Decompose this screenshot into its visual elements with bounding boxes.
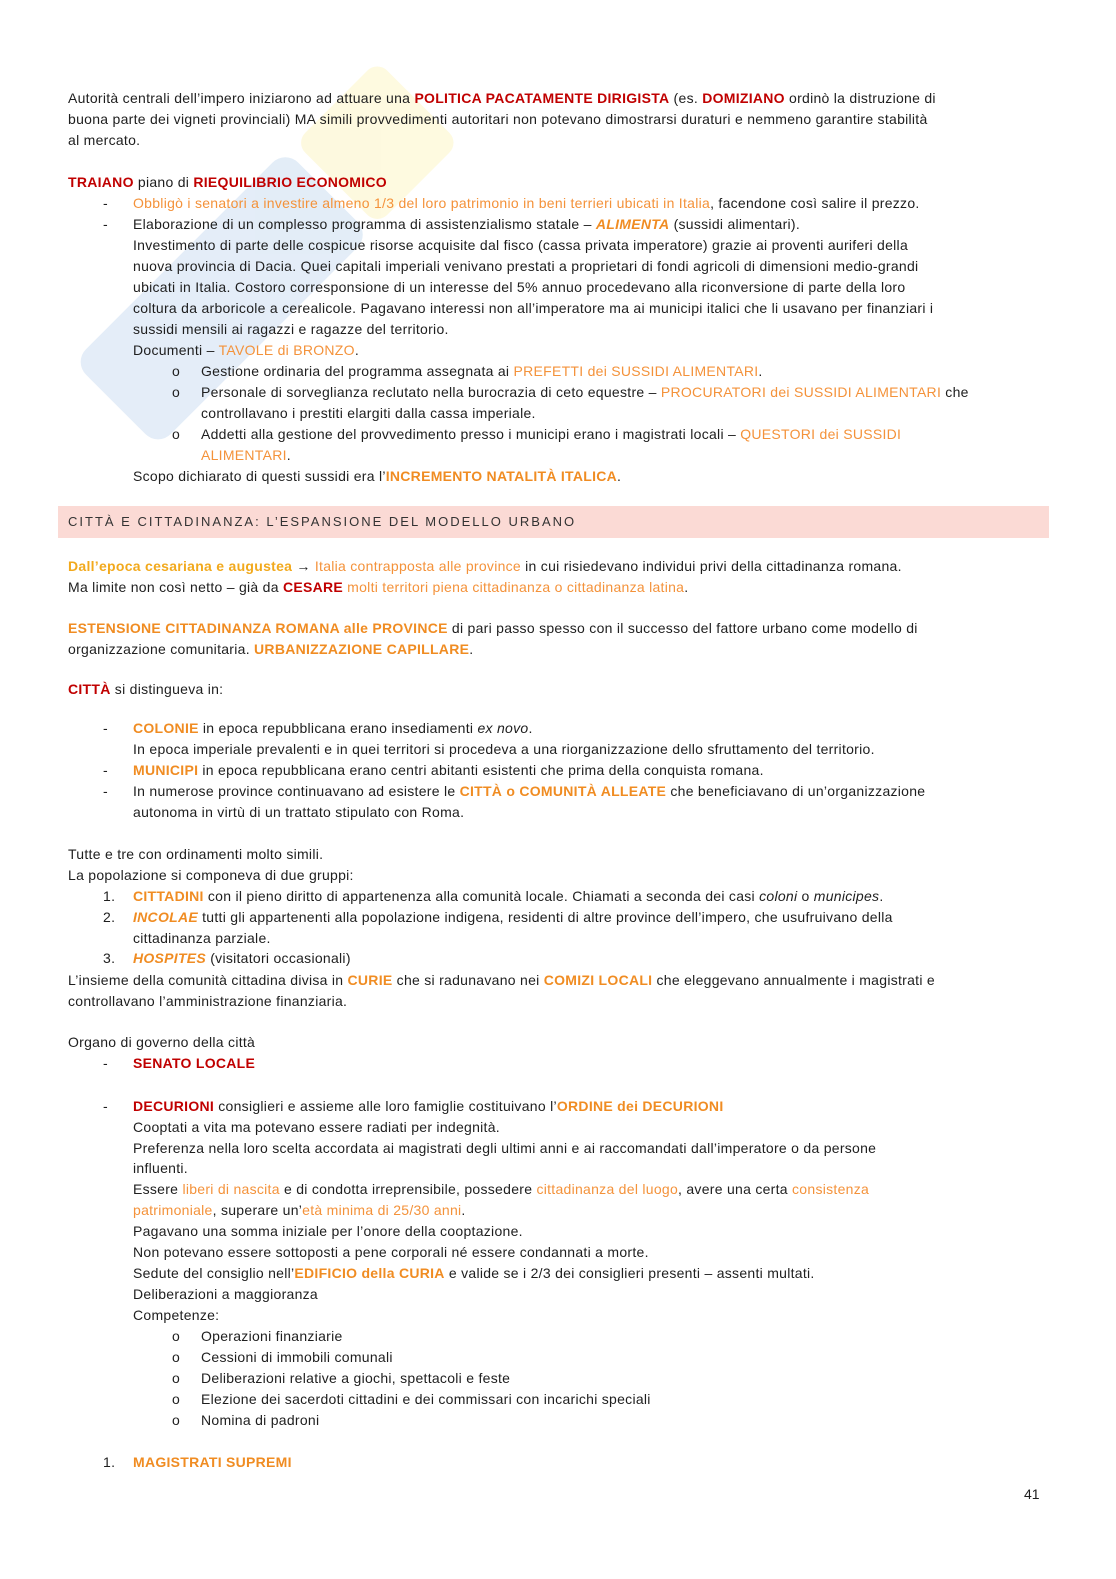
key-term: ESTENSIONE CITTADINANZA ROMANA alle PROVINCE: [68, 620, 448, 636]
key-term: RIEQUILIBRIO ECONOMICO: [193, 174, 387, 190]
numbered-item-magistrati: [103, 1452, 292, 1472]
text-run: piano di: [133, 174, 194, 190]
list-item-line: [133, 1200, 466, 1220]
text-run: sussidi mensili ai ragazzi e ragazze del territorio.: [133, 321, 449, 337]
list-marker: -: [103, 216, 108, 232]
list-item-line: [133, 1242, 649, 1262]
emphasis: ex novo: [477, 720, 529, 736]
text-run: (visitatori occasionali): [206, 950, 351, 966]
highlight: cittadinanza del luogo: [536, 1181, 679, 1197]
assembly-line: [68, 991, 347, 1011]
list-item-line: [133, 1221, 523, 1241]
text-run: Sedute del consiglio nell’: [133, 1265, 295, 1281]
extension-line: [68, 618, 918, 638]
key-term: CITTÀ: [68, 681, 111, 697]
emphasis: coloni: [759, 888, 798, 904]
text-run: .: [354, 342, 359, 358]
key-term: DECURIONI: [133, 1098, 215, 1114]
key-term: INCREMENTO NATALITÀ ITALICA: [385, 468, 618, 484]
highlight: molti territori piena cittadinanza o cittadinanza latina: [343, 579, 685, 595]
text-run: .: [286, 447, 291, 463]
intro-line: [68, 130, 140, 150]
highlight: Italia contrapposta alle province: [314, 558, 521, 574]
highlight: consistenza: [792, 1181, 870, 1197]
text-run: Pagavano una somma iniziale per l’onore della cooptazione.: [133, 1223, 523, 1239]
key-term: CURIE: [347, 972, 393, 988]
extension-line: [68, 639, 473, 659]
list-item: [103, 760, 764, 780]
list-marker: 1.: [103, 888, 116, 904]
text-run: e valide se i 2/3 dei consiglieri presenti – assenti multati.: [444, 1265, 815, 1281]
key-term: DOMIZIANO: [702, 90, 785, 106]
key-term: COLONIE: [133, 720, 199, 736]
key-term: INCOLAE: [133, 909, 198, 925]
text-run: Autorità centrali dell’impero iniziarono ad attuare una: [68, 90, 415, 106]
text-run: nuova provincia di Dacia. Quei capitali imperiali venivano prestati a proprietari di fondi agricoli di dimensioni medio-grandi: [133, 258, 919, 274]
list-item: [103, 718, 533, 738]
highlight: liberi di nascita: [182, 1181, 280, 1197]
text-run: .: [879, 888, 884, 904]
list-item-line: [133, 1138, 876, 1158]
text-run: Tutte e tre con ordinamenti molto simili.: [68, 846, 324, 862]
key-term: CESARE: [282, 579, 343, 595]
text-run: , superare un’: [212, 1202, 303, 1218]
text-run: Non potevano essere sottoposti a pene corporali né essere condannati a morte.: [133, 1244, 649, 1260]
sub-list-item-line: [201, 445, 291, 465]
text-run: Deliberazioni relative a giochi, spettacoli e feste: [201, 1370, 511, 1386]
list-marker: -: [103, 783, 108, 799]
list-marker: -: [103, 1055, 108, 1071]
key-term: POLITICA PACATAMENTE DIRIGISTA: [414, 90, 670, 106]
text-run: Ma limite non così netto – già da: [68, 579, 283, 595]
list-marker: o: [172, 1328, 181, 1344]
highlight: PROCURATORI dei SUSSIDI ALIMENTARI: [660, 384, 942, 400]
highlight: Obbligò i senatori a investire almeno 1/3 del loro patrimonio in beni terrieri ubicati in Italia: [133, 195, 711, 211]
sub-list-item: [172, 361, 763, 381]
sub-list-item: [172, 1410, 319, 1430]
key-term: ORDINE dei DECURIONI: [556, 1098, 724, 1114]
sub-list-item: [172, 1326, 343, 1346]
sub-list-item: [172, 1368, 510, 1388]
highlight: QUESTORI dei SUSSIDI: [740, 426, 902, 442]
text-run: controllavano l’amministrazione finanziaria.: [68, 993, 348, 1009]
key-term: Dall’epoca cesariana e augustea: [68, 558, 293, 574]
key-term: COMIZI LOCALI: [543, 972, 653, 988]
text-run: organizzazione comunitaria.: [68, 641, 255, 657]
text-run: al mercato.: [68, 132, 141, 148]
list-item-line: [133, 1179, 869, 1199]
text-run: .: [461, 1202, 466, 1218]
intro-line: [68, 88, 936, 108]
list-item: [103, 781, 925, 801]
text-run: Preferenza nella loro scelta accordata ai magistrati degli ultimi anni e ai raccomandati dall’imperatore o da persone: [133, 1140, 877, 1156]
highlight: patrimoniale: [133, 1202, 213, 1218]
sub-list-item-line: [201, 403, 536, 423]
text-run: ubicati in Italia. Costoro corresponsione di un interesse del 5% annuo procedevano alla riconversione di parte della loro: [133, 279, 906, 295]
list-item-line: [133, 739, 875, 759]
population-intro: [68, 865, 354, 885]
list-item-line: [133, 1117, 500, 1137]
list-marker: o: [172, 1370, 181, 1386]
text-run: di pari passo spesso con il successo del fattore urbano come modello di: [447, 620, 918, 636]
key-term: HOSPITES: [133, 950, 207, 966]
origin-line: [68, 556, 902, 576]
text-run: Elezione dei sacerdoti cittadini e dei commissari con incarichi speciali: [201, 1391, 651, 1407]
highlight: PREFETTI dei SUSSIDI ALIMENTARI: [513, 363, 759, 379]
text-run: cittadinanza parziale.: [133, 930, 271, 946]
text-run: In numerose province continuavano ad esistere le: [133, 783, 460, 799]
list-item-decurioni: [103, 1096, 724, 1116]
text-run: Essere: [133, 1181, 183, 1197]
text-run: Cessioni di immobili comunali: [201, 1349, 393, 1365]
key-term: EDIFICIO della CURIA: [294, 1265, 445, 1281]
text-run: consiglieri e assieme alle loro famiglie costituivano l’: [214, 1098, 557, 1114]
list-item-line: [133, 802, 464, 822]
arrow-icon: →: [292, 558, 315, 574]
list-item-line: [133, 1158, 188, 1178]
list-item: [103, 214, 800, 234]
text-run: Deliberazioni a maggioranza: [133, 1286, 318, 1302]
text-run: .: [684, 579, 689, 595]
types-intro: [68, 679, 223, 699]
text-run: buona parte dei vigneti provinciali) MA simili provvedimenti autoritari non potevano dimostrarsi duraturi e nemmeno garantire stabilità: [68, 111, 928, 127]
text-run: in epoca repubblicana erano centri abitanti esistenti che prima della conquista romana.: [198, 762, 764, 778]
section-heading-band: [58, 506, 1049, 538]
key-term: TRAIANO: [68, 174, 134, 190]
list-item: [103, 193, 920, 213]
list-marker: o: [172, 384, 181, 400]
text-run: L’insieme della comunità cittadina divisa in: [68, 972, 348, 988]
text-run: o: [797, 888, 814, 904]
text-run: Addetti alla gestione del provvedimento presso i municipi erano i magistrati locali –: [201, 426, 741, 442]
key-term: SENATO LOCALE: [133, 1055, 256, 1071]
text-run: autonoma in virtù di un trattato stipulato con Roma.: [133, 804, 465, 820]
list-marker: -: [103, 195, 108, 211]
text-run: , avere una certa: [678, 1181, 793, 1197]
list-item-line: [133, 319, 449, 339]
list-item-line: [133, 298, 933, 318]
list-item-line: [133, 1263, 815, 1283]
text-run: La popolazione si componeva di due gruppi:: [68, 867, 354, 883]
text-run: In epoca imperiale prevalenti e in quei territori si procedeva a una riorganizzazione dello sfruttamento del territorio.: [133, 741, 875, 757]
list-marker: o: [172, 1391, 181, 1407]
text-run: controllavano i prestiti elargiti dalla cassa imperiale.: [201, 405, 536, 421]
traiano-heading: [68, 172, 387, 192]
text-run: ordinò la distruzione di: [784, 90, 936, 106]
text-run: Competenze:: [133, 1307, 220, 1323]
key-term: CITTÀ o COMUNITÀ ALLEATE: [459, 783, 667, 799]
origin-line: [68, 577, 688, 597]
key-term: MUNICIPI: [133, 762, 199, 778]
list-marker: 3.: [103, 950, 116, 966]
text-run: influenti.: [133, 1160, 188, 1176]
text-run: Organo di governo della città: [68, 1034, 256, 1050]
text-run: che si radunavano nei: [392, 972, 544, 988]
key-term: CITTADINI: [133, 888, 204, 904]
intro-line: [68, 109, 928, 129]
list-marker: 1.: [103, 1454, 116, 1470]
text-run: Cooptati a vita ma potevano essere radiati per indegnità.: [133, 1119, 500, 1135]
text-run: .: [617, 468, 622, 484]
sub-list-item: [172, 1347, 393, 1367]
list-item-senato: [103, 1053, 255, 1073]
text-run: che: [941, 384, 969, 400]
key-term: ALIMENTA: [595, 216, 670, 232]
list-marker: -: [103, 1098, 108, 1114]
text-run: che beneficiavano di un’organizzazione: [666, 783, 926, 799]
text-run: .: [758, 363, 763, 379]
text-run: Personale di sorveglianza reclutato nella burocrazia di ceto equestre –: [201, 384, 661, 400]
highlight: ALIMENTARI: [201, 447, 287, 463]
text-run: Scopo dichiarato di questi sussidi era l’: [133, 468, 386, 484]
text-run: , facendone così salire il prezzo.: [710, 195, 920, 211]
text-run: Gestione ordinaria del programma assegnata ai: [201, 363, 514, 379]
list-marker: o: [172, 1412, 181, 1428]
list-item-line: [133, 256, 918, 276]
list-item-line: [133, 235, 908, 255]
page-number: 41: [1024, 1486, 1040, 1502]
text-run: .: [528, 720, 533, 736]
sub-list-item: [172, 382, 969, 402]
text-run: in cui risiedevano individui privi della cittadinanza romana.: [521, 558, 902, 574]
list-marker: -: [103, 762, 108, 778]
text-run: (sussidi alimentari).: [669, 216, 801, 232]
emphasis: municipes: [813, 888, 880, 904]
text-run: Elaborazione di un complesso programma di assistenzialismo statale –: [133, 216, 596, 232]
text-run: e di condotta irreprensibile, possedere: [279, 1181, 537, 1197]
sub-list-item: [172, 424, 901, 444]
highlight: TAVOLE di BRONZO: [218, 342, 355, 358]
text-run: Documenti –: [133, 342, 219, 358]
key-term: URBANIZZAZIONE CAPILLARE: [254, 641, 470, 657]
list-marker: o: [172, 426, 181, 442]
list-marker: -: [103, 720, 108, 736]
text-run: che eleggevano annualmente i magistrati e: [652, 972, 935, 988]
text-run: con il pieno diritto di appartenenza alla comunità locale. Chiamati a seconda dei casi: [203, 888, 760, 904]
sub-list-item: [172, 1389, 651, 1409]
text-run: si distingueva in:: [110, 681, 224, 697]
key-term: MAGISTRATI SUPREMI: [133, 1454, 292, 1470]
list-marker: 2.: [103, 909, 116, 925]
list-item-line: [133, 1284, 318, 1304]
section-heading: CITTÀ E CITTADINANZA: L’ESPANSIONE DEL MODELLO URBANO: [68, 514, 577, 529]
list-item-line: [133, 340, 359, 360]
numbered-item: [103, 886, 884, 906]
text-run: (es.: [669, 90, 703, 106]
similar-line: [68, 844, 323, 864]
list-marker: o: [172, 363, 181, 379]
numbered-item-line: [133, 928, 271, 948]
list-item-line: [133, 1305, 219, 1325]
assembly-line: [68, 970, 935, 990]
text-run: coltura da arboricole a cerealicole. Pagavano interessi non all’imperatore ma ai municipi italici che li usavano per finanziari i: [133, 300, 934, 316]
list-marker: o: [172, 1349, 181, 1365]
scope-line: [133, 466, 621, 486]
governo-intro: [68, 1032, 255, 1052]
text-run: .: [469, 641, 474, 657]
text-run: Nomina di padroni: [201, 1412, 320, 1428]
text-run: Investimento di parte delle cospicue risorse acquisite dal fisco (cassa privata imperatore) grazie ai proventi auriferi della: [133, 237, 909, 253]
numbered-item: [103, 907, 893, 927]
numbered-item: [103, 948, 351, 968]
list-item-line: [133, 277, 905, 297]
highlight: età minima di 25/30 anni: [302, 1202, 462, 1218]
text-run: in epoca repubblicana erano insediamenti: [198, 720, 478, 736]
text-run: Operazioni finanziarie: [201, 1328, 343, 1344]
text-run: tutti gli appartenenti alla popolazione indigena, residenti di altre province dell’impero, che usufruivano della: [197, 909, 893, 925]
